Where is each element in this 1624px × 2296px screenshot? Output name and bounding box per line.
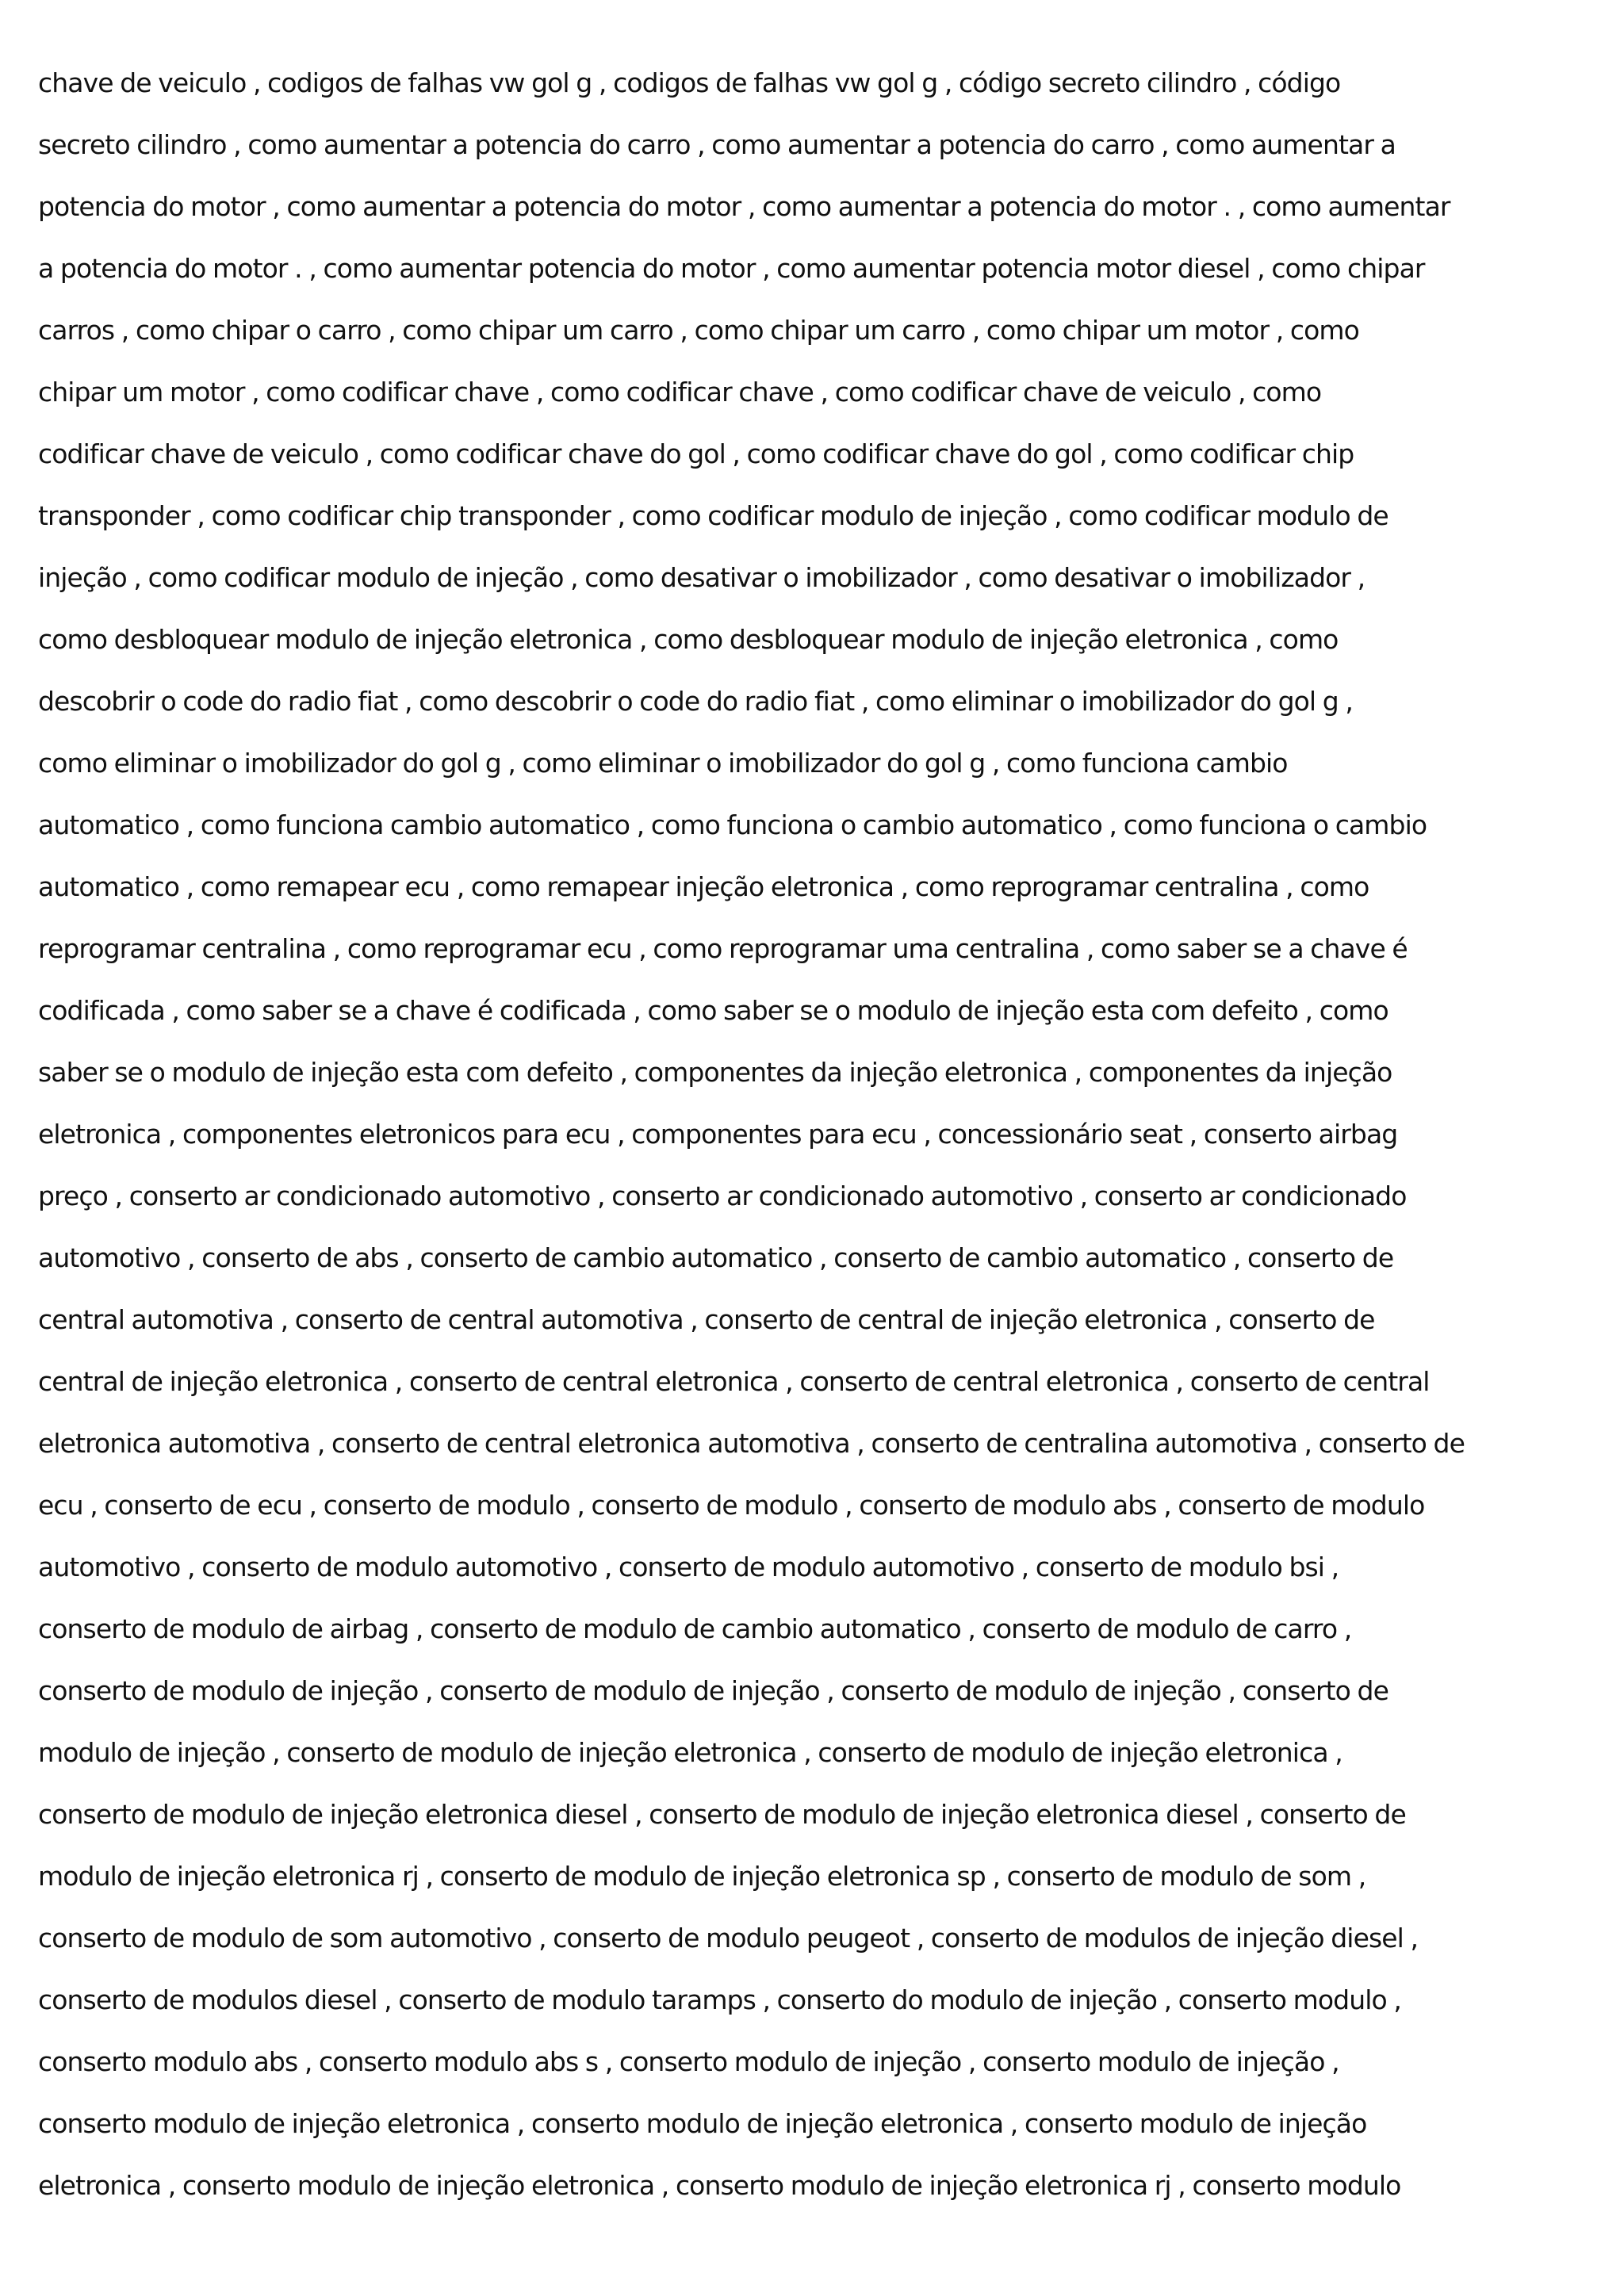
- text-line: secreto cilindro , como aumentar a potencia do carro , como aumentar a potencia do carro , como aumentar a: [38, 129, 1396, 160]
- text-line: conserto de modulo de injeção eletronica diesel , conserto de modulo de injeção eletronica diesel , conserto de: [38, 1799, 1406, 1830]
- text-line: conserto modulo de injeção eletronica , conserto modulo de injeção eletronica , conserto modulo de injeção: [38, 2108, 1367, 2139]
- text-line: conserto de modulo de injeção , conserto de modulo de injeção , conserto de modulo de injeção , conserto de: [38, 1675, 1388, 1706]
- text-line: carros , como chipar o carro , como chipar um carro , como chipar um carro , como chipar um motor , como: [38, 315, 1359, 346]
- text-line: automatico , como remapear ecu , como remapear injeção eletronica , como reprogramar centralina , como: [38, 871, 1369, 902]
- text-line: automotivo , conserto de abs , conserto de cambio automatico , conserto de cambio automatico , conserto de: [38, 1242, 1394, 1273]
- keyword-text-block: [38, 52, 1592, 2217]
- text-line: modulo de injeção eletronica rj , conserto de modulo de injeção eletronica sp , conserto de modulo de som ,: [38, 1861, 1366, 1892]
- text-line: eletronica , componentes eletronicos para ecu , componentes para ecu , concessionário seat , conserto airbag: [38, 1119, 1398, 1150]
- text-line: conserto de modulo de airbag , conserto de modulo de cambio automatico , conserto de modulo de carro ,: [38, 1613, 1352, 1644]
- text-line: descobrir o code do radio fiat , como descobrir o code do radio fiat , como eliminar o imobilizador do gol g ,: [38, 686, 1353, 717]
- text-line: codificada , como saber se a chave é codificada , como saber se o modulo de injeção esta com defeito , como: [38, 995, 1388, 1026]
- text-line: central automotiva , conserto de central automotiva , conserto de central de injeção eletronica , conserto de: [38, 1304, 1375, 1335]
- text-line: reprogramar centralina , como reprogramar ecu , como reprogramar uma centralina , como saber se a chave é: [38, 933, 1408, 964]
- text-line: conserto de modulo de som automotivo , conserto de modulo peugeot , conserto de modulos de injeção diesel ,: [38, 1923, 1419, 1954]
- text-line: saber se o modulo de injeção esta com defeito , componentes da injeção eletronica , componentes da injeção: [38, 1057, 1392, 1088]
- text-line: injeção , como codificar modulo de injeção , como desativar o imobilizador , como desativar o imobilizador ,: [38, 562, 1365, 593]
- text-line: potencia do motor , como aumentar a potencia do motor , como aumentar a potencia do motor . , como aumentar: [38, 191, 1450, 222]
- text-line: ecu , conserto de ecu , conserto de modulo , conserto de modulo , conserto de modulo abs , conserto de modulo: [38, 1490, 1425, 1521]
- text-line: como desbloquear modulo de injeção eletronica , como desbloquear modulo de injeção eletronica , como: [38, 624, 1339, 655]
- text-line: central de injeção eletronica , conserto de central eletronica , conserto de central eletronica , conserto de central: [38, 1366, 1430, 1397]
- text-line: chave de veiculo , codigos de falhas vw gol g , codigos de falhas vw gol g , código secreto cilindro , código: [38, 67, 1341, 98]
- text-line: automatico , como funciona cambio automatico , como funciona o cambio automatico , como funciona o cambio: [38, 809, 1427, 840]
- text-line: a potencia do motor . , como aumentar potencia do motor , como aumentar potencia motor diesel , como chipar: [38, 253, 1425, 284]
- text-line: eletronica , conserto modulo de injeção eletronica , conserto modulo de injeção eletronica rj , conserto modulo: [38, 2170, 1401, 2201]
- text-line: transponder , como codificar chip transponder , como codificar modulo de injeção , como codificar modulo de: [38, 500, 1388, 531]
- text-line: automotivo , conserto de modulo automotivo , conserto de modulo automotivo , conserto de modulo bsi ,: [38, 1552, 1339, 1582]
- text-line: modulo de injeção , conserto de modulo de injeção eletronica , conserto de modulo de injeção eletronica ,: [38, 1737, 1342, 1768]
- text-line: eletronica automotiva , conserto de central eletronica automotiva , conserto de centralina automotiva , conserto de: [38, 1428, 1465, 1459]
- text-line: conserto de modulos diesel , conserto de modulo taramps , conserto do modulo de injeção , conserto modulo ,: [38, 1984, 1401, 2015]
- text-line: como eliminar o imobilizador do gol g , como eliminar o imobilizador do gol g , como funciona cambio: [38, 748, 1288, 779]
- text-line: preço , conserto ar condicionado automotivo , conserto ar condicionado automotivo , conserto ar condicionado: [38, 1181, 1407, 1211]
- text-line: codificar chave de veiculo , como codificar chave do gol , como codificar chave do gol , como codificar chip: [38, 438, 1354, 469]
- text-line: conserto modulo abs , conserto modulo abs s , conserto modulo de injeção , conserto modulo de injeção ,: [38, 2046, 1339, 2077]
- text-line: chipar um motor , como codificar chave , como codificar chave , como codificar chave de veiculo , como: [38, 377, 1322, 408]
